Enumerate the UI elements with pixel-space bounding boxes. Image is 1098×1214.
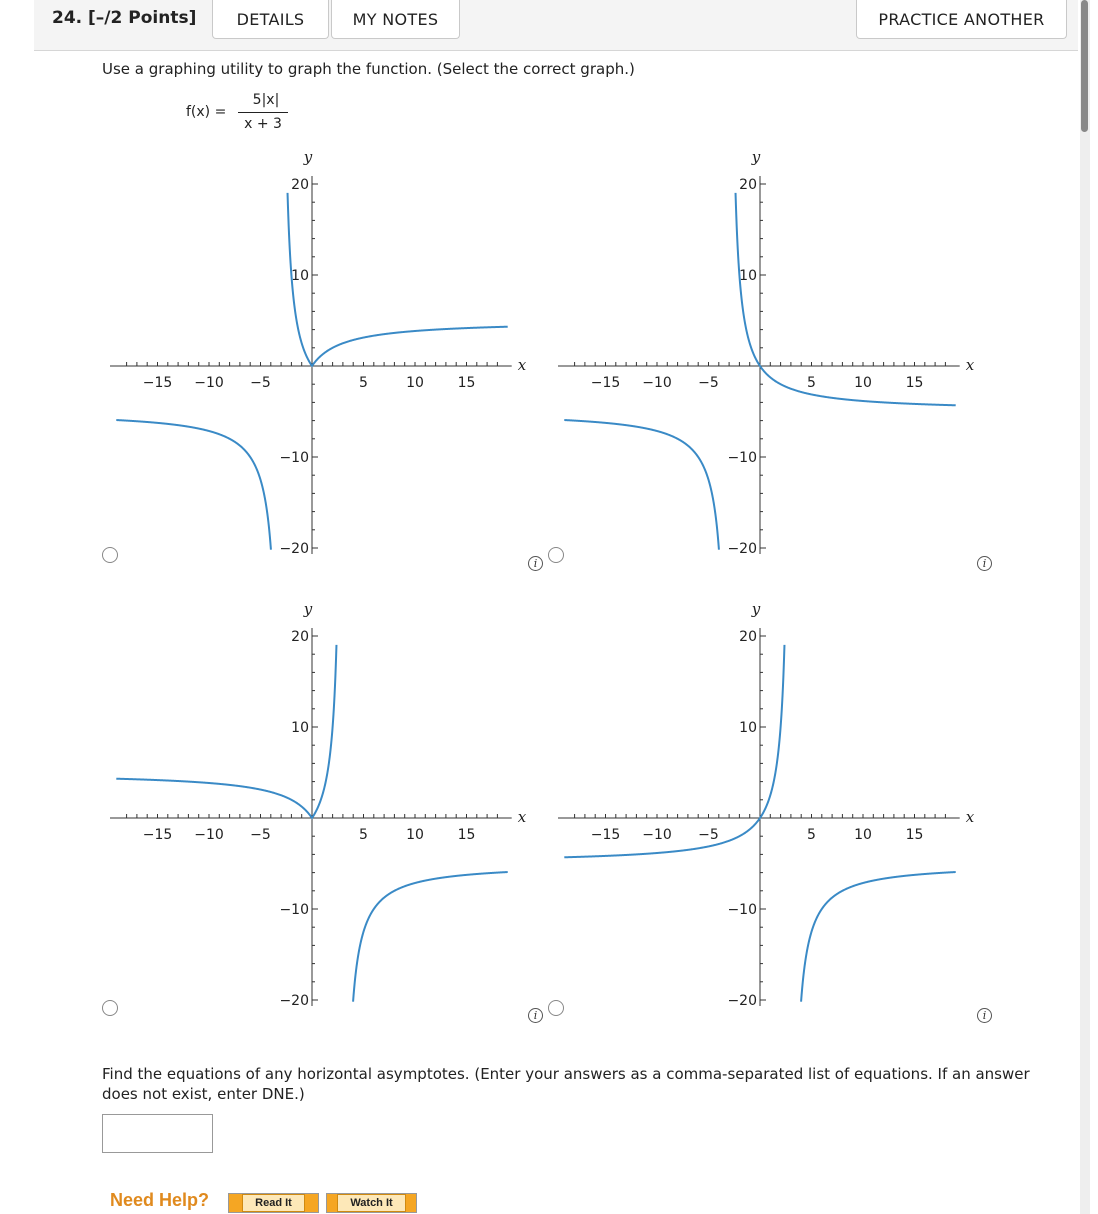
function-curve — [288, 193, 508, 366]
x-tick-label: −10 — [642, 827, 672, 843]
read-it-button[interactable] — [228, 1193, 319, 1213]
x-tick-label: −5 — [698, 827, 719, 843]
x-tick-label: 15 — [905, 375, 924, 391]
details-button[interactable]: DETAILS — [212, 0, 329, 39]
x-tick-label: −10 — [194, 827, 224, 843]
y-tick-label: −10 — [279, 450, 309, 466]
x-tick-label: 5 — [807, 375, 816, 391]
function-denominator: x + 3 — [244, 116, 282, 132]
my-notes-button[interactable]: MY NOTES — [331, 0, 460, 39]
y-tick-label: 10 — [291, 268, 309, 284]
x-tick-label: −5 — [250, 375, 271, 391]
x-tick-label: −15 — [590, 827, 621, 843]
watch-it-label: Watch It — [337, 1194, 405, 1212]
graph-option-a — [110, 140, 530, 570]
scrollbar-thumb[interactable] — [1081, 0, 1088, 132]
y-tick-label: −20 — [727, 993, 757, 1009]
info-icon[interactable]: i — [977, 556, 992, 571]
x-tick-label: 15 — [905, 827, 924, 843]
question-header — [34, 0, 1078, 51]
function-lhs: f(x) = — [186, 104, 227, 120]
x-tick-label: −15 — [142, 827, 173, 843]
x-tick-label: −5 — [698, 375, 719, 391]
info-icon[interactable]: i — [528, 556, 543, 571]
asymptote-answer-input[interactable] — [102, 1114, 213, 1153]
practice-another-button[interactable]: PRACTICE ANOTHER — [856, 0, 1067, 39]
x-tick-label: 5 — [359, 375, 368, 391]
function-curve — [116, 420, 271, 550]
function-curve — [564, 420, 719, 550]
question-number: 24. [–/2 Points] — [52, 8, 197, 28]
graph-option-b — [558, 140, 978, 570]
x-axis-label: x — [517, 808, 527, 826]
function-curve — [564, 645, 784, 857]
y-tick-label: 20 — [291, 629, 309, 645]
read-it-label: Read It — [242, 1194, 305, 1212]
x-tick-label: 10 — [854, 827, 872, 843]
x-axis-label: x — [517, 356, 527, 374]
function-curve — [801, 872, 956, 1002]
x-tick-label: 10 — [406, 375, 424, 391]
y-tick-label: 10 — [291, 720, 309, 736]
question-instruction: Use a graphing utility to graph the function. (Select the correct graph.) — [102, 60, 635, 78]
x-tick-label: 5 — [807, 827, 816, 843]
watch-it-button[interactable] — [326, 1193, 417, 1213]
x-tick-label: −5 — [250, 827, 271, 843]
y-tick-label: −10 — [279, 902, 309, 918]
y-axis-label: y — [303, 148, 313, 166]
x-axis-label: x — [965, 808, 975, 826]
asymptote-instruction: Find the equations of any horizontal asymptotes. (Enter your answers as a comma-separated list of equations. If an answer does not exist, enter DNE.) — [102, 1065, 1030, 1103]
x-tick-label: −15 — [142, 375, 173, 391]
graph-option-d — [558, 592, 978, 1022]
graph-option-c — [110, 592, 530, 1022]
radio-option-d[interactable] — [548, 1000, 564, 1016]
x-axis-label: x — [965, 356, 975, 374]
y-tick-label: 20 — [739, 177, 757, 193]
x-tick-label: 10 — [854, 375, 872, 391]
x-tick-label: 5 — [359, 827, 368, 843]
function-numerator: 5|x| — [252, 92, 280, 108]
y-axis-label: y — [303, 600, 313, 618]
fraction-bar — [238, 112, 288, 113]
x-tick-label: 10 — [406, 827, 424, 843]
y-axis-label: y — [751, 600, 761, 618]
radio-option-b[interactable] — [548, 547, 564, 563]
y-tick-label: 10 — [739, 268, 757, 284]
y-tick-label: 20 — [291, 177, 309, 193]
x-tick-label: −15 — [590, 375, 621, 391]
y-tick-label: 20 — [739, 629, 757, 645]
y-tick-label: −10 — [727, 902, 757, 918]
y-tick-label: 10 — [739, 720, 757, 736]
y-axis-label: y — [751, 148, 761, 166]
radio-option-a[interactable] — [102, 547, 118, 563]
y-tick-label: −20 — [279, 993, 309, 1009]
x-tick-label: 15 — [457, 375, 476, 391]
need-help-label: Need Help? — [110, 1190, 210, 1210]
function-curve — [353, 872, 508, 1002]
y-tick-label: −20 — [727, 541, 757, 557]
x-tick-label: 15 — [457, 827, 476, 843]
scrollbar-track[interactable] — [1080, 0, 1090, 1214]
x-tick-label: −10 — [194, 375, 224, 391]
function-curve — [736, 193, 956, 405]
radio-option-c[interactable] — [102, 1000, 118, 1016]
info-icon[interactable]: i — [528, 1008, 543, 1023]
y-tick-label: −20 — [279, 541, 309, 557]
info-icon[interactable]: i — [977, 1008, 992, 1023]
y-tick-label: −10 — [727, 450, 757, 466]
x-tick-label: −10 — [642, 375, 672, 391]
